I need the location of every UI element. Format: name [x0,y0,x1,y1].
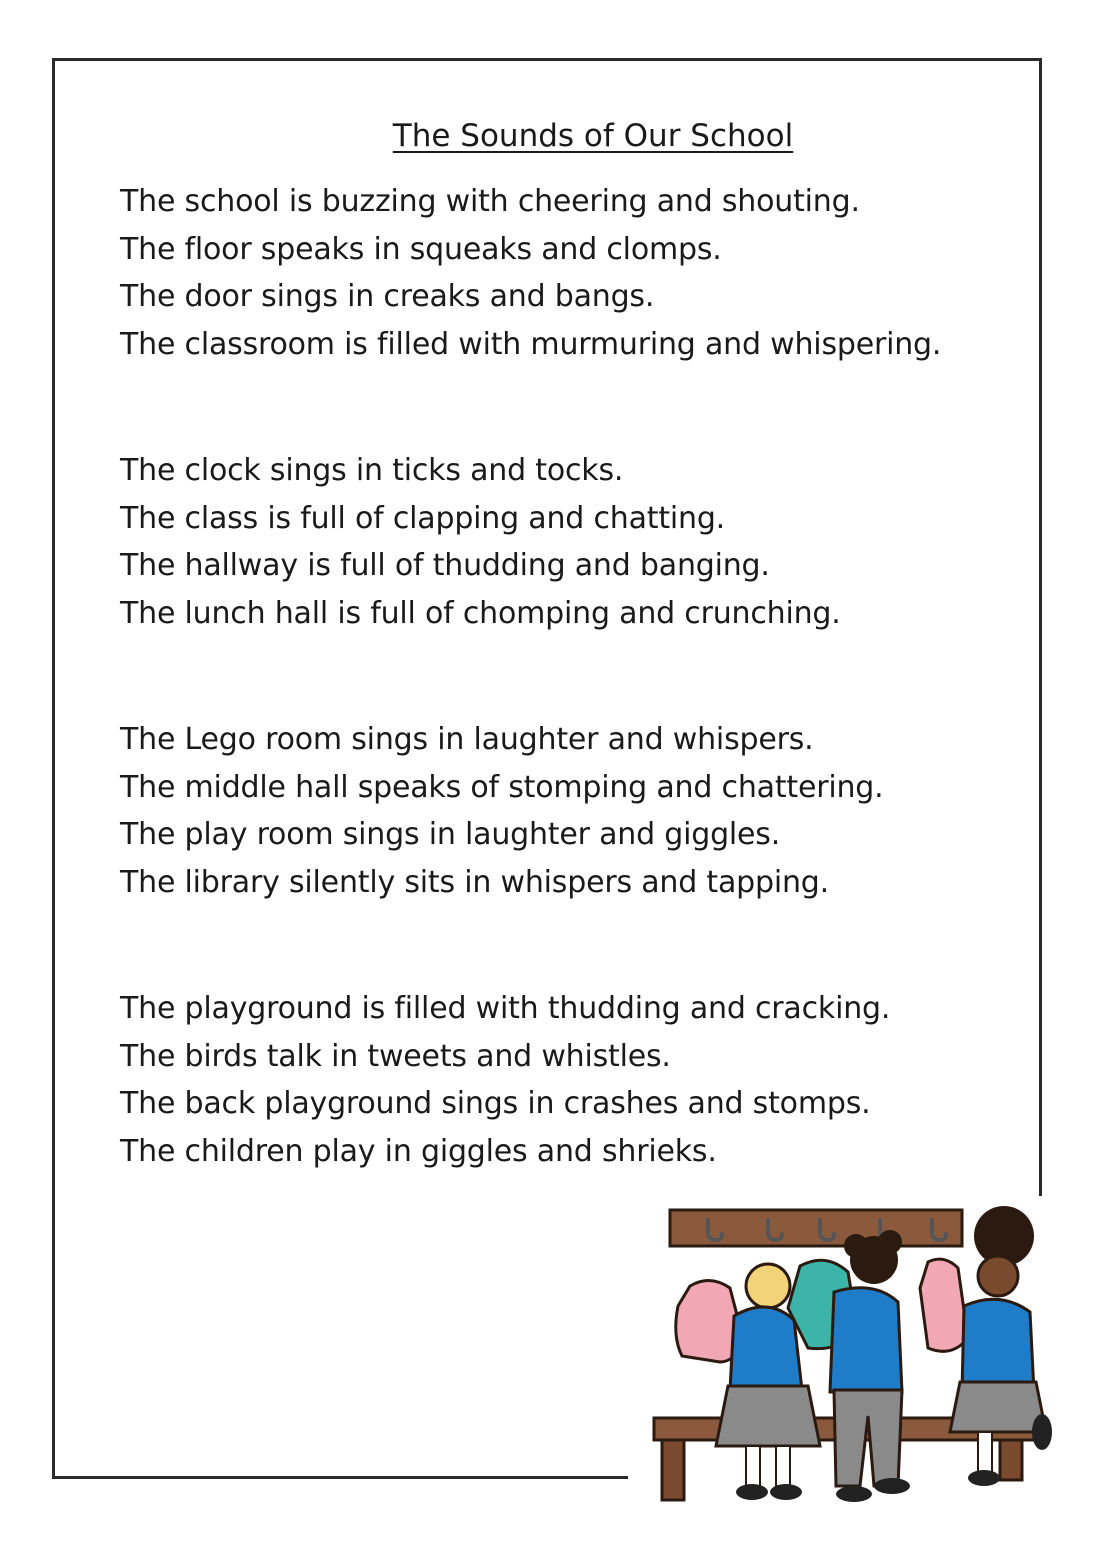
poem-line: The lunch hall is full of chomping and crunching. [120,595,841,631]
poem-line: The play room sings in laughter and giggles. [120,817,781,852]
poem-line: The Lego room sings in laughter and whispers. [120,722,814,757]
pink-coat-icon [920,1259,968,1351]
poem-line: The middle hall speaks of stomping and chattering. [120,769,884,805]
poem-line: The library silently sits in whispers and tapping. [120,864,829,900]
stanza-2 [120,447,1020,637]
stanza-1 [120,178,1020,368]
poem-line: The class is full of clapping and chatting. [120,500,726,536]
poem-line: The classroom is filled with murmuring and whispering. [120,326,942,362]
poem-body [120,178,1020,1254]
poem-line: The school is buzzing with cheering and shouting. [120,184,860,219]
poem-line: The clock sings in ticks and tocks. [120,453,624,488]
poem-line: The back playground sings in crashes and stomps. [120,1086,871,1121]
poem-line: The playground is filled with thudding and cracking. [120,991,891,1026]
children-hanging-coats-illustration [628,1196,1098,1516]
coat-rack-icon [670,1210,962,1246]
poem-line: The children play in giggles and shrieks. [120,1133,717,1169]
poem-line: The birds talk in tweets and whistles. [120,1038,671,1074]
poem-line: The floor speaks in squeaks and clomps. [120,231,722,267]
poem-title: The Sounds of Our School [392,118,794,154]
poem-line: The hallway is full of thudding and banging. [120,548,770,583]
stanza-4 [120,985,1020,1175]
poem-line: The door sings in creaks and bangs. [120,279,655,314]
stanza-3 [120,716,1020,906]
